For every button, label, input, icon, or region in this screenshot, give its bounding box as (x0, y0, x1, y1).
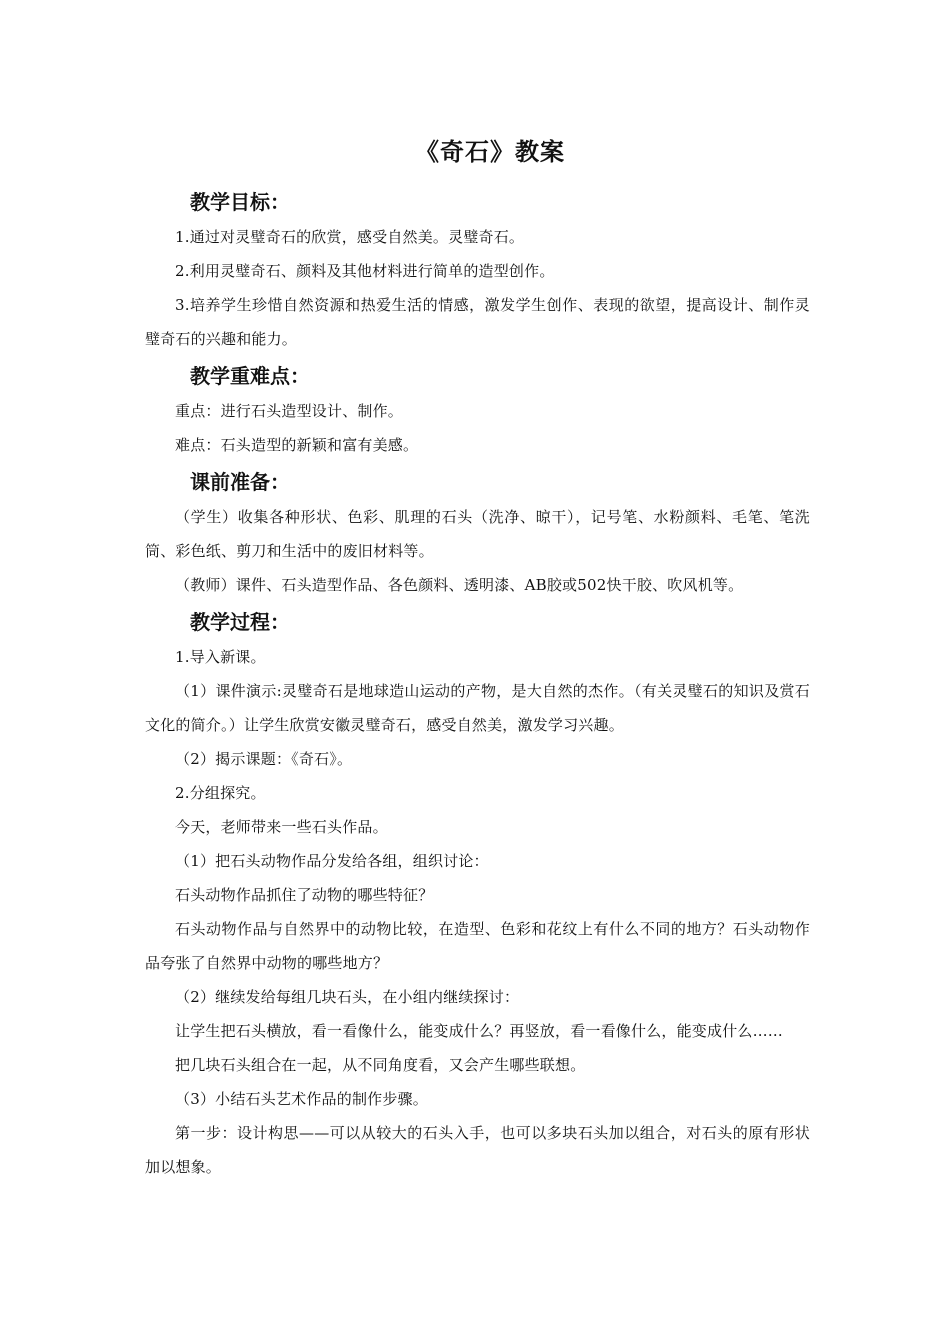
paragraph: （学生）收集各种形状、色彩、肌理的石头（洗净、晾干），记号笔、水粉颜料、毛笔、笔洗筒、彩色纸、剪刀和生活中的废旧材料等。 (145, 508, 810, 560)
paragraph: （2）揭示课题：《奇石》。 (175, 750, 353, 768)
paragraph: 3.培养学生珍惜自然资源和热爱生活的情感，激发学生创作、表现的欲望，提高设计、制作灵璧奇石的兴趣和能力。 (145, 296, 810, 348)
paragraph: 2.分组探究。 (175, 784, 266, 802)
section-heading-key-points: 教学重难点： (190, 364, 310, 388)
section-heading-process: 教学过程： (190, 610, 290, 634)
paragraph: （1）课件演示:灵璧奇石是地球造山运动的产物，是大自然的杰作。（有关灵璧石的知识及赏石文化的简介。）让学生欣赏安徽灵璧奇石，感受自然美，激发学习兴趣。 (145, 682, 810, 734)
paragraph: （2）继续发给每组几块石头，在小组内继续探讨： (175, 988, 520, 1006)
document-body (145, 182, 810, 1184)
paragraph: 重点：进行石头造型设计、制作。 (175, 402, 404, 420)
paragraph: 把几块石头组合在一起，从不同角度看，又会产生哪些联想。 (175, 1056, 586, 1074)
paragraph: 难点：石头造型的新颖和富有美感。 (175, 436, 419, 454)
paragraph: 1.导入新课。 (175, 648, 266, 666)
paragraph: （3）小结石头艺术作品的制作步骤。 (175, 1090, 428, 1108)
paragraph: 让学生把石头横放，看一看像什么，能变成什么？再竖放，看一看像什么，能变成什么…… (175, 1022, 784, 1040)
paragraph: 石头动物作品与自然界中的动物比较，在造型、色彩和花纹上有什么不同的地方？石头动物作品夸张了自然界中动物的哪些地方？ (145, 920, 810, 972)
paragraph: （1）把石头动物作品分发给各组，组织讨论： (175, 852, 489, 870)
paragraph: （教师）课件、石头造型作品、各色颜料、透明漆、AB胶或502快干胶、吹风机等。 (175, 576, 744, 594)
paragraph: 2.利用灵璧奇石、颜料及其他材料进行简单的造型创作。 (175, 262, 555, 280)
section-heading-objectives: 教学目标： (190, 190, 290, 214)
section-heading-preparation: 课前准备： (190, 470, 290, 494)
document-title: 《奇石》教案 (415, 138, 565, 166)
paragraph: 石头动物作品抓住了动物的哪些特征？ (175, 886, 434, 904)
paragraph: 第一步：设计构思——可以从较大的石头入手，也可以多块石头加以组合，对石头的原有形状加以想象。 (145, 1124, 810, 1176)
paragraph: 今天，老师带来一些石头作品。 (175, 818, 388, 836)
paragraph: 1.通过对灵璧奇石的欣赏，感受自然美。灵璧奇石。 (175, 228, 525, 246)
